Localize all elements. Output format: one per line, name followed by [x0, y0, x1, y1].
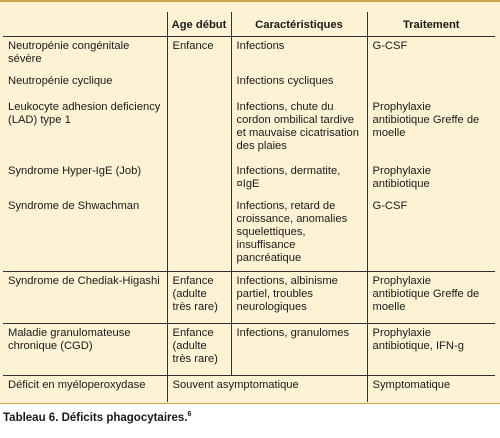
header-age: Age début [167, 12, 231, 37]
cell-age: Enfance (adulte très rare) [167, 324, 231, 376]
caption-reference: 6 [187, 411, 192, 418]
table-row [3, 324, 495, 376]
cell-features: Infections cycliques [231, 72, 367, 98]
cell-age: Enfance (adulte très rare) [167, 272, 231, 324]
cell-age: Enfance [167, 37, 231, 73]
header-disease [3, 12, 167, 37]
table-row [3, 72, 495, 98]
cell-features: Infections, retard de croissance, anomalies squelettiques, insuffisance pancréatique [231, 197, 367, 272]
table-row [3, 272, 495, 324]
cell-treatment: G-CSF [367, 197, 495, 272]
header-features: Caractéristiques [231, 12, 367, 37]
cell-treatment: Prophylaxie antibiotique [367, 162, 495, 197]
cell-age [167, 162, 231, 197]
table-row [3, 98, 495, 162]
table-row [3, 197, 495, 272]
cell-disease: Leukocyte adhesion deficiency (LAD) type 1 [8, 101, 161, 126]
cell-features: Infections [231, 37, 367, 73]
cell-disease: Neutropénie cyclique [8, 75, 113, 87]
cell-disease: Maladie granulomateuse chronique (CGD) [3, 324, 167, 376]
caption-text: Tableau 6. Déficits phagocytaires. [3, 411, 188, 424]
table-row [3, 376, 495, 402]
cell-age [167, 72, 231, 98]
cell-treatment [367, 72, 495, 98]
cell-disease: Syndrome de Chediak-Higashi [3, 272, 167, 324]
table-header-row [3, 12, 495, 37]
cell-disease: Syndrome de Shwachman [8, 200, 140, 212]
cell-features: Infections, chute du cordon ombilical tardive et mauvaise cicatrisation des plaies [231, 98, 367, 162]
header-treatment: Traitement [367, 12, 495, 37]
cell-disease: Syndrome Hyper-IgE (Job) [8, 165, 142, 177]
cell-features: Infections, dermatite, ¤IgE [231, 162, 367, 197]
cell-features: Infections, albinisme partiel, troubles neurologiques [231, 272, 367, 324]
cell-disease: Déficit en myéloperoxydase [3, 376, 167, 402]
cell-features: Infections, granulomes [231, 324, 367, 376]
cell-treatment: Prophylaxie antibiotique Greffe de moelle [367, 98, 495, 162]
cell-treatment: Prophylaxie antibiotique, IFN-g [367, 324, 495, 376]
phagocyte-deficiency-table [3, 12, 495, 402]
table-row [3, 37, 495, 73]
table-caption [3, 411, 191, 424]
cell-age-features: Souvent asymptomatique [167, 376, 367, 402]
cell-treatment: Prophylaxie antibiotique Greffe de moelle [367, 272, 495, 324]
cell-disease: Neutropénie congénitale sévère [8, 40, 130, 65]
cell-age [167, 197, 231, 272]
cell-treatment: G-CSF [367, 37, 495, 73]
table-row [3, 162, 495, 197]
cell-treatment: Symptomatique [367, 376, 495, 402]
cell-age [167, 98, 231, 162]
